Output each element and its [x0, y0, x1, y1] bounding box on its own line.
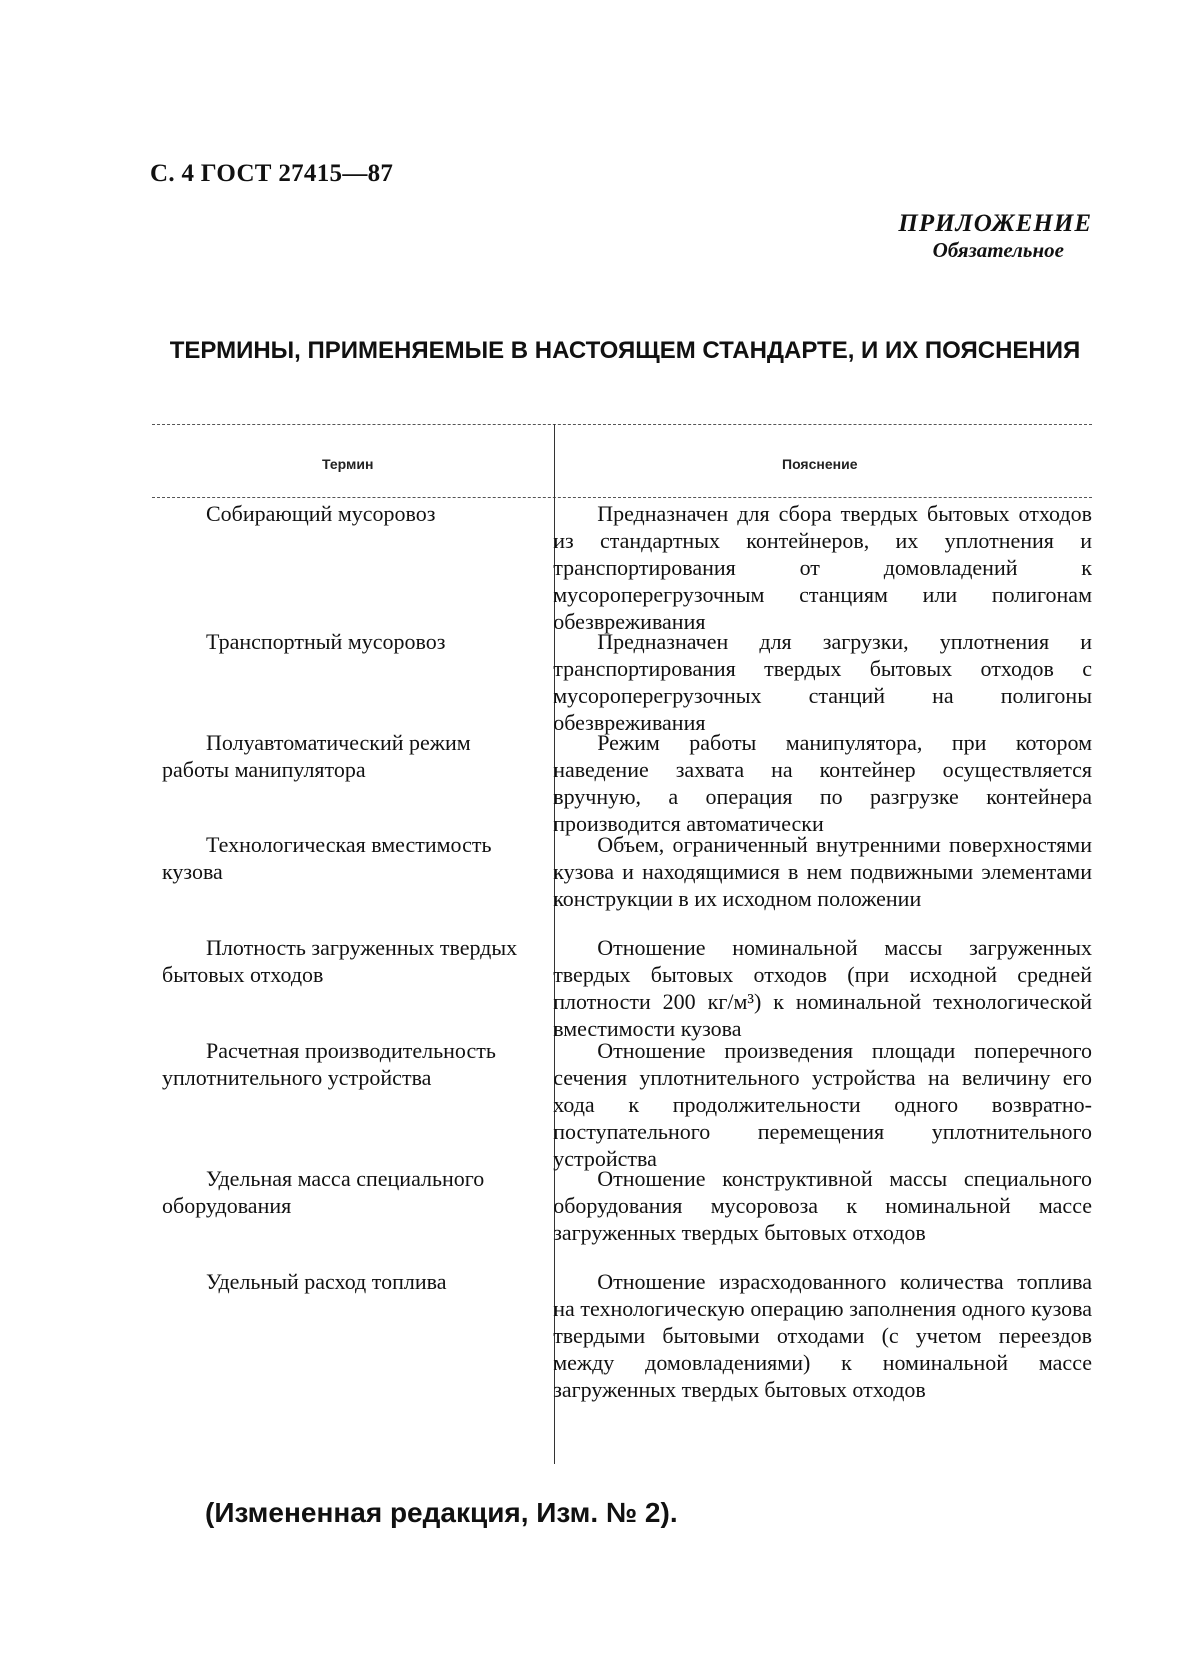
appendix-block [898, 210, 1092, 263]
explanation-cell: Отношение произведения площади поперечного сечения уплотнительного устройства на величину его хода к продолжительности одного возвратно-поступательного перемещения уплотнительного устройства [553, 1038, 1092, 1171]
table-row [152, 628, 1092, 735]
table-header-rule [152, 497, 1092, 498]
table-row [152, 729, 1092, 836]
page-header: С. 4 ГОСТ 27415—87 [150, 160, 394, 187]
term-cell: Расчетная производительность уплотнительного устройства [162, 1038, 496, 1090]
revision-note: (Измененная редакция, Изм. № 2). [205, 1497, 678, 1528]
term-cell: Плотность загруженных твердых бытовых отходов [162, 935, 518, 987]
table-row [152, 500, 1092, 634]
terms-table [152, 424, 1092, 1464]
table-row [152, 1268, 1092, 1430]
table-row [152, 831, 1092, 934]
term-cell: Удельная масса специального оборудования [162, 1166, 485, 1218]
column-header-term: Термин [322, 456, 374, 472]
explanation-cell: Отношение номинальной массы загруженных твердых бытовых отходов (при исходной средней плотности 200 кг/м³) к номинальной технологической вместимости кузова [553, 935, 1092, 1041]
term-cell: Технологическая вместимость кузова [162, 832, 492, 884]
explanation-cell: Режим работы манипулятора, при котором наведение захвата на контейнер осуществляется вручную, а операция по разгрузке контейнера производится автоматически [553, 730, 1092, 836]
column-header-explanation: Пояснение [782, 456, 858, 472]
appendix-label: ПРИЛОЖЕНИЕ [898, 210, 1092, 237]
term-cell: Полуавтоматический режим работы манипулятора [162, 730, 471, 782]
explanation-cell: Отношение израсходованного количества топлива на технологическую операцию заполнения одного кузова твердыми бытовыми отходами (с учетом переездов между домовладениями) к номинальной массе загруженных твердых бытовых отходов [553, 1269, 1092, 1402]
table-row [152, 1165, 1092, 1268]
table-row [152, 934, 1092, 1041]
document-title: ТЕРМИНЫ, ПРИМЕНЯЕМЫЕ В НАСТОЯЩЕМ СТАНДАРТЕ, И ИХ ПОЯСНЕНИЯ [169, 337, 1081, 364]
table-body [152, 500, 1092, 1430]
appendix-status: Обязательное [932, 238, 1064, 262]
table-top-rule [152, 424, 1092, 425]
term-cell: Удельный расход топлива [206, 1269, 447, 1294]
explanation-cell: Предназначен для загрузки, уплотнения и транспортирования твердых бытовых отходов с мусороперегрузочных станций на полигоны обезвреживания [553, 629, 1092, 735]
table-row [152, 1037, 1092, 1171]
term-cell: Транспортный мусоровоз [206, 629, 446, 654]
explanation-cell: Предназначен для сбора твердых бытовых отходов из стандартных контейнеров, их уплотнения и транспортирования от домовладений к мусороперегрузочным станциям или полигонам обезвреживания [553, 501, 1092, 634]
explanation-cell: Объем, ограниченный внутренними поверхностями кузова и находящимися в нем подвижными элементами конструкции в их исходном положении [553, 832, 1092, 911]
term-cell: Собирающий мусоровоз [206, 501, 436, 526]
explanation-cell: Отношение конструктивной массы специального оборудования мусоровоза к номинальной массе загруженных твердых бытовых отходов [553, 1166, 1092, 1245]
